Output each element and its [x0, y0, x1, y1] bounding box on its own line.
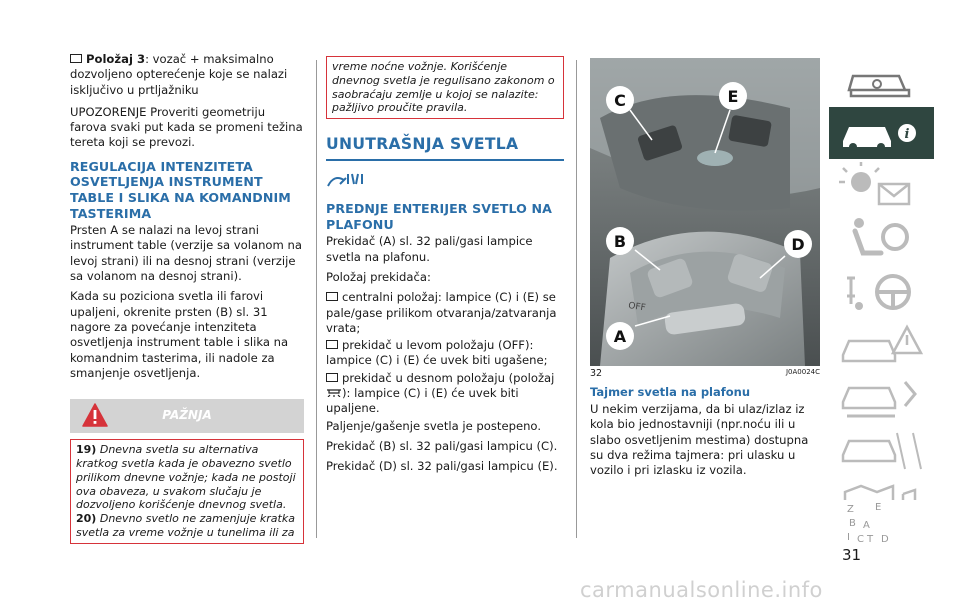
tab-emergency[interactable] [829, 319, 934, 371]
tab-safety[interactable] [829, 213, 934, 265]
car-lift-icon [829, 372, 934, 424]
interior-light-icon [326, 170, 564, 195]
svg-text:B: B [613, 232, 627, 251]
bullet-central: centralni položaj: lampice (C) i (E) se pale/gase prilikom otvaranja/zatvaranja vrata; [326, 290, 564, 336]
off-marking: OFF [627, 301, 647, 314]
svg-text:E: E [727, 87, 739, 106]
tab-technical-data[interactable] [829, 425, 934, 477]
ring-location-paragraph: Prsten A se nalazi na levoj strani instrument table (verzije sa volanom na levoj strani) ili na desnoj strani (verzije sa volanom na desnoj strani). [70, 223, 302, 284]
tab-driving[interactable] [829, 266, 934, 318]
switch-positions-intro: Položaj prekidača: [326, 269, 431, 284]
tab-lights[interactable] [829, 160, 934, 212]
ceiling-light-figure [590, 58, 820, 366]
bullet-left-off: prekidač u levom položaju (OFF): lampice (C) i (E) će uvek biti ugašene; [326, 338, 564, 369]
seat-airbag-icon [829, 213, 934, 265]
ceiling-light-on-icon [326, 388, 342, 397]
section-heading-dimmer: REGULACIJA INTENZITETA OSVETLJENJA INSTRUMENT TABLE I SLIKA NA KOMANDNIM TASTERIMA [70, 158, 291, 221]
svg-text:D: D [791, 235, 805, 254]
note-19: 19) Dnevna svetla su alternativa kratkog svetla kada je obavezno svetlo prilikom dnevne vožnje; kada ne postoji ova obaveza, u svakom slučaju je dozvoljeno korišćenje dnevnog svetla. [76, 443, 296, 512]
note-20: 20) Dnevno svetlo ne zamenjuje kratka svetla za vreme vožnje u tunelima ili za [76, 512, 295, 539]
attention-label: PAŽNJA [162, 408, 212, 423]
watermark: carmanualsonline.info [580, 578, 823, 602]
timer-paragraph: U nekim verzijama, da bi ulaz/izlaz iz kola bio jednostavniji (npr.noću ili u slabo osvetljenim mestima) dostupna su dva režima tajmera: pri ulasku u vozilo i pri izlasku iz vozila. [590, 402, 809, 478]
right-column [590, 58, 820, 483]
car-info-icon [829, 107, 934, 159]
page-number: 31 [842, 546, 862, 564]
tab-index[interactable] [829, 500, 934, 550]
tab-dashboard[interactable] [829, 54, 934, 106]
figure-caption-row [590, 368, 820, 379]
lights-mail-icon [829, 160, 934, 212]
svg-text:C: C [614, 91, 626, 110]
index-letters-icon: Z E B A I C T D [847, 502, 889, 545]
warning-car-icon [829, 319, 934, 371]
bullet-right-on: prekidač u desnom položaju (položaj ): lampice (C) i (E) će uvek biti upaljene. [326, 370, 555, 416]
attention-box [70, 439, 304, 544]
ring-usage-paragraph: Kada su poziciona svetla ili farovi upaljeni, okrenite prsten (B) sl. 31 nagore za povećanje intenziteta osvetljenja instrument table i slika na komandnim tasterima, ili nadole za smanjenje osvetljenja. [70, 289, 289, 380]
timer-heading: Tajmer svetla na plafonu [590, 385, 751, 399]
middle-column [326, 56, 564, 480]
warning-paragraph: UPOZORENJE Proveriti geometriju farova svaki put kada se promeni težina tereta koji se prevozi. [70, 104, 303, 150]
steering-wheel-icon [829, 266, 934, 318]
car-dashboard-icon [829, 54, 934, 106]
car-road-icon [829, 425, 934, 477]
svg-text:A: A [613, 327, 627, 346]
tab-maintenance[interactable] [829, 372, 934, 424]
section-heading-interior-lights: UNUTRAŠNJA SVETLA [326, 135, 564, 161]
attention-header [70, 399, 304, 433]
svg-text:i: i [904, 127, 910, 142]
column-divider [316, 60, 317, 538]
subsection-heading-front-ceiling: PREDNJE ENTERIJER SVETLO NA PLAFONU [326, 201, 552, 232]
tab-car-info[interactable] [829, 107, 934, 159]
left-column [70, 52, 304, 544]
column-divider [576, 60, 577, 538]
gradual-paragraph: Paljenje/gašenje svetla je postepeno. [326, 418, 541, 433]
figure-code: J0A0024C [785, 368, 820, 376]
switch-d-paragraph: Prekidač (D) sl. 32 pali/gasi lampicu (E). [326, 459, 558, 474]
attention-box-continued [326, 56, 564, 119]
switch-a-paragraph: Prekidač (A) sl. 32 pali/gasi lampice svetla na plafonu. [326, 234, 533, 264]
figure-number: 32 [590, 368, 603, 379]
load-position-3: Položaj 3: vozač + maksimalno dozvoljeno opterećenje koje se nalazi isključivo u prtljažniku [70, 52, 288, 97]
switch-b-paragraph: Prekidač (B) sl. 32 pali/gasi lampicu (C). [326, 438, 558, 453]
note-20-continued: vreme noćne vožnje. Korišćenje dnevnog svetla je regulisano zakonom o saobraćaju zemlje u kojoj se nalazite: pažljivo proučite pravila. [332, 60, 555, 115]
